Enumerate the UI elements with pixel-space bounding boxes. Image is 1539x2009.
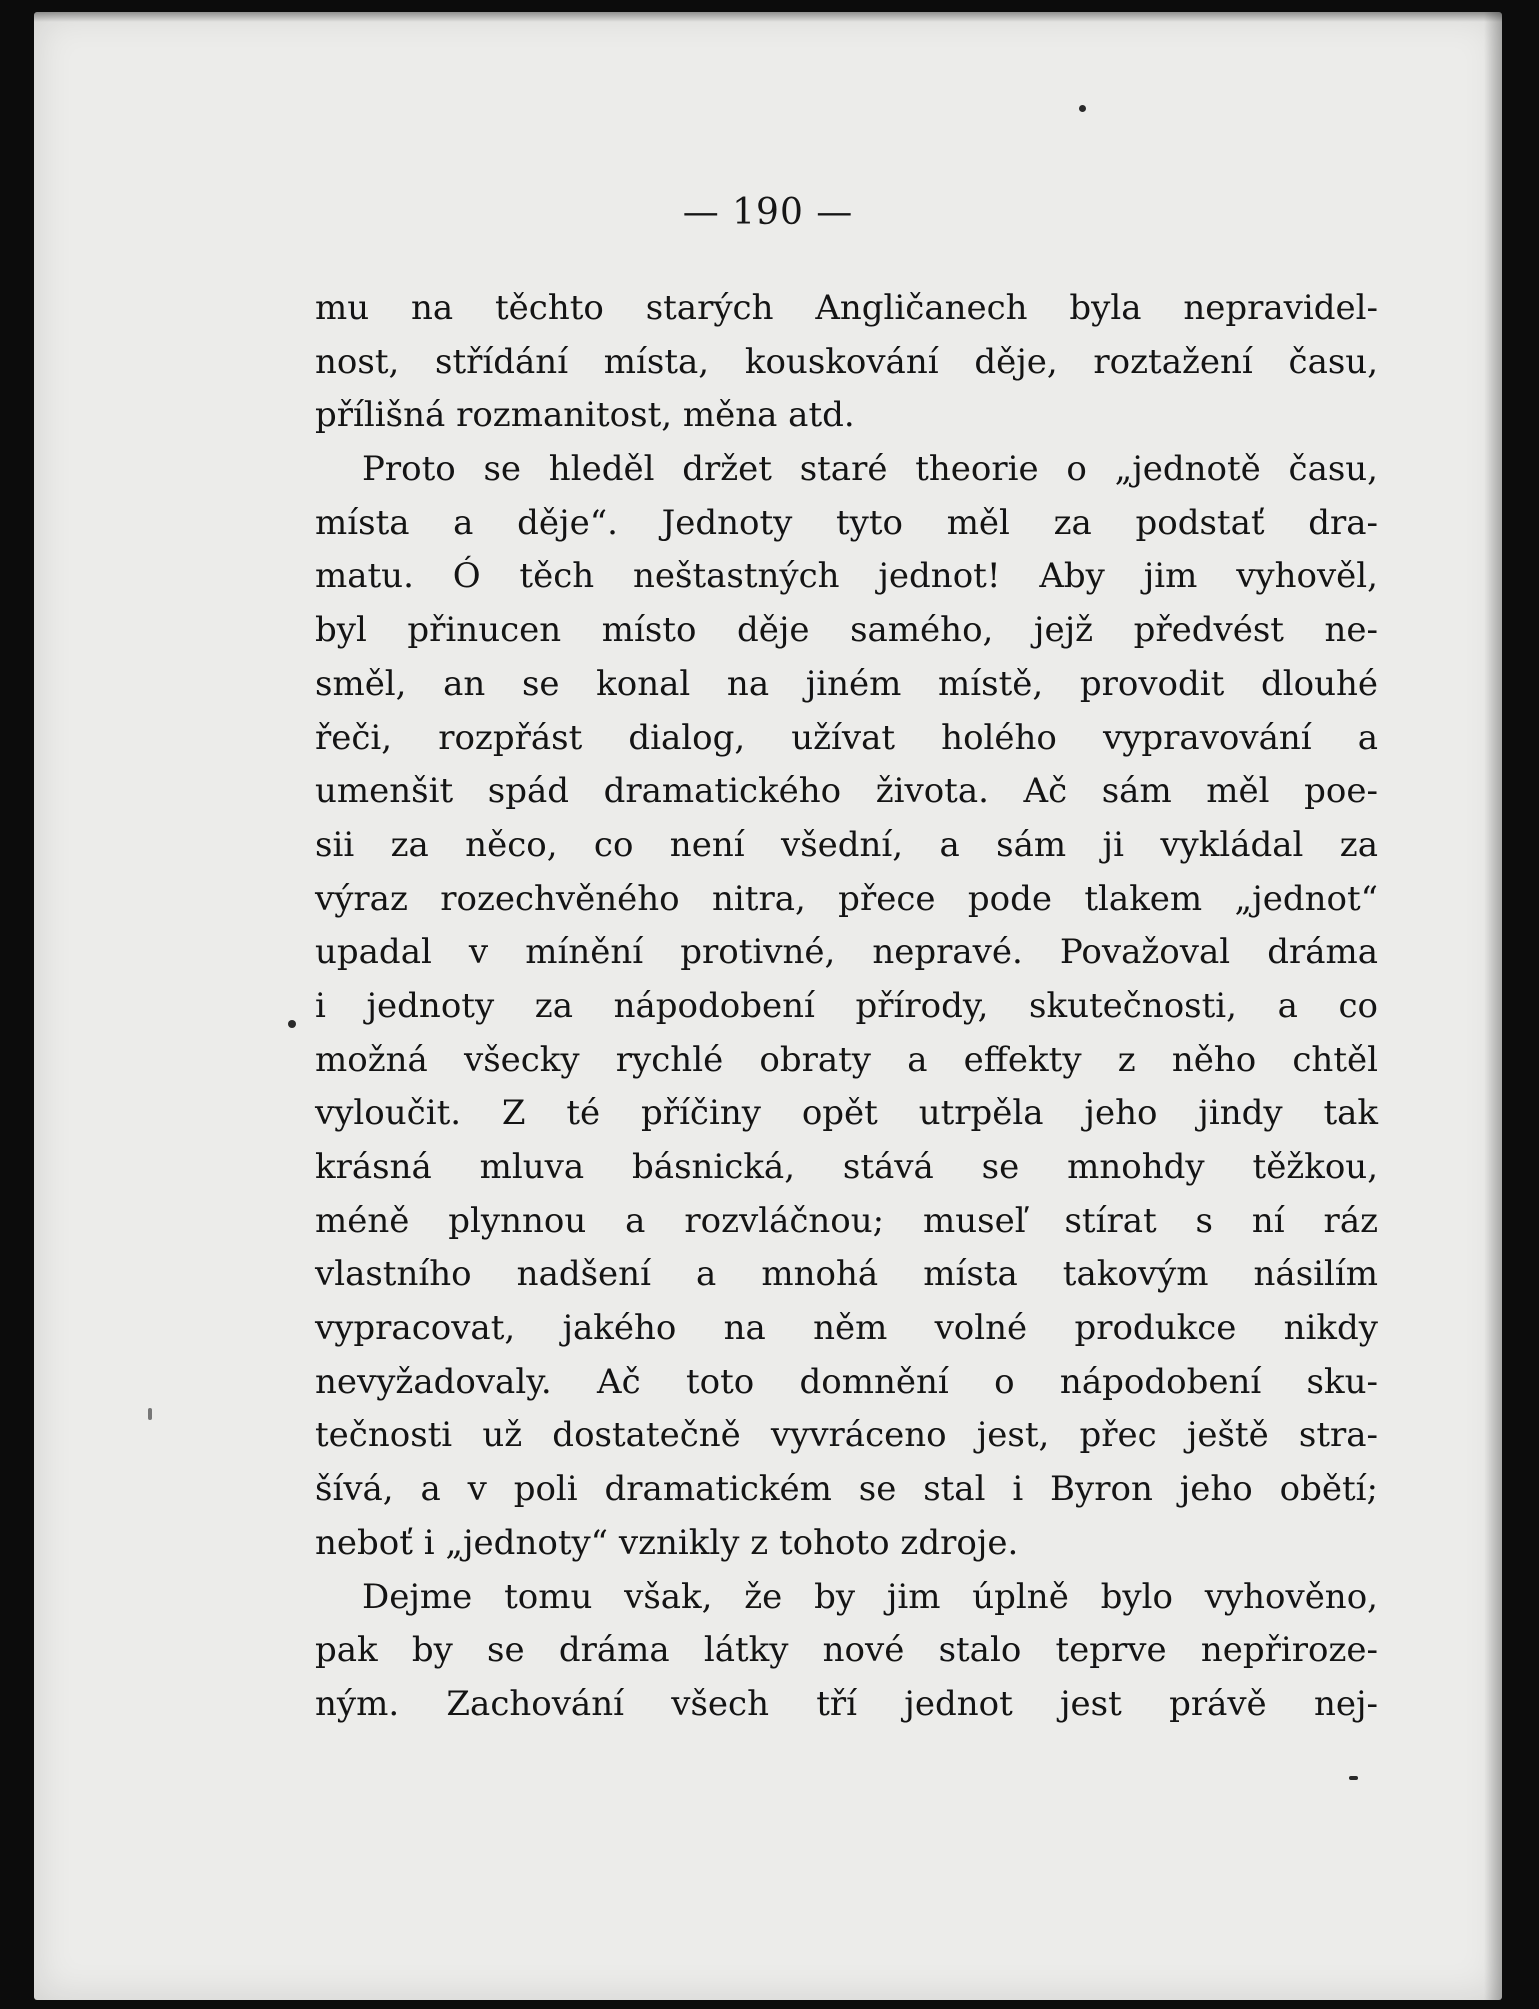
text-line: nevyžadovaly. Ač toto domnění o nápodobení sku- (315, 1361, 1378, 1402)
text-line: řeči, rozpřást dialog, užívat holého vypravování a (315, 717, 1378, 758)
text-line: matu. Ó těch neštastných jednot! Aby jim vyhověl, (315, 556, 1378, 597)
text-line: byl přinucen místo děje samého, jejž předvést ne- (315, 610, 1378, 651)
text-line: Dejme tomu však, že by jim úplně bylo vyhověno, (362, 1576, 1378, 1617)
text-line: vlastního nadšení a mnohá místa takovým násilím (315, 1254, 1378, 1295)
text-line: vypracovat, jakého na něm volné produkce nikdy (315, 1308, 1378, 1349)
text-line: mu na těchto starých Angličanech byla nepravidel- (315, 288, 1378, 328)
text-line: neboť i „jednoty“ vznikly z tohoto zdroje. (315, 1522, 1019, 1563)
text-line: nost, střídání místa, kouskování děje, roztažení času, (315, 341, 1378, 382)
page-top-shadow (34, 12, 1502, 22)
text-line: tečnosti už dostatečně vyvráceno jest, přec ještě stra- (315, 1415, 1378, 1456)
page-number: — 190 — (682, 192, 854, 233)
text-line: méně plynnou a rozvláčnou; museľ stírat s ní ráz (315, 1200, 1378, 1241)
ink-speck (1079, 105, 1086, 112)
text-line: vyloučit. Z té příčiny opět utrpěla jeho jindy tak (315, 1093, 1378, 1134)
ink-speck (1349, 1776, 1358, 1780)
text-line: umenšit spád dramatického života. Ač sám měl poe- (315, 771, 1378, 812)
text-line: pak by se dráma látky nové stalo teprve nepřiroze- (315, 1630, 1378, 1671)
book-page (34, 12, 1502, 2000)
text-line: místa a děje“. Jednoty tyto měl za podstať dra- (315, 502, 1378, 543)
text-line: i jednoty za nápodobení přírody, skutečnosti, a co (315, 985, 1378, 1026)
text-line: směl, an se konal na jiném místě, provodit dlouhé (315, 663, 1378, 704)
text-line: upadal v mínění protivné, nepravé. Považoval dráma (315, 932, 1378, 973)
ink-speck (148, 1408, 152, 1420)
text-line: krásná mluva básnická, stává se mnohdy těžkou, (315, 1147, 1378, 1187)
page-right-shadow (1484, 12, 1502, 2000)
text-line: sii za něco, co není všední, a sám ji vykládal za (315, 824, 1378, 865)
text-line: možná všecky rychlé obraty a effekty z něho chtěl (315, 1039, 1378, 1080)
text-line: šívá, a v poli dramatickém se stal i Byron jeho obětí; (315, 1469, 1378, 1510)
text-line: výraz rozechvěného nitra, přece pode tlakem „jednot“ (315, 878, 1378, 919)
body-text (315, 282, 1378, 1732)
text-line: přílišná rozmanitost, měna atd. (315, 395, 855, 436)
ink-speck (288, 1020, 296, 1028)
text-line: ným. Zachování všech tří jednot jest právě nej- (315, 1683, 1378, 1724)
text-line: Proto se hleděl držet staré theorie o „jednotě času, (362, 449, 1378, 490)
